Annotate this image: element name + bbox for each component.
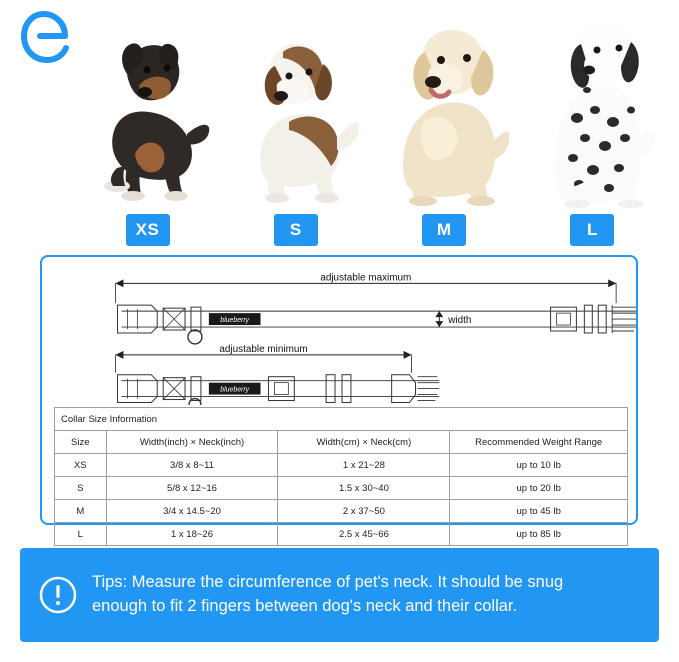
tips-text [92, 571, 563, 619]
size-cell-s [228, 18, 363, 246]
brand-logo-icon [20, 10, 76, 66]
svg-text:blueberry: blueberry [220, 386, 250, 394]
tips-line-2: enough to fit 2 fingers between dog's neck and their collar. [92, 597, 518, 615]
size-table [54, 407, 628, 546]
table-row [55, 477, 628, 500]
cell-inch: 5/8 x 12~16 [106, 477, 278, 500]
table-header-row [55, 431, 628, 454]
cell-size: XS [55, 454, 107, 477]
table-row [55, 454, 628, 477]
cell-weight: up to 45 lb [450, 500, 628, 523]
table-row [55, 523, 628, 546]
cell-cm: 1 x 21~28 [278, 454, 450, 477]
size-cell-m [377, 18, 512, 246]
size-badge-s: S [274, 214, 318, 246]
cell-cm: 1.5 x 30~40 [278, 477, 450, 500]
dog-photo-xs [83, 18, 213, 208]
column-header-inch: Width(inch) × Neck(inch) [106, 431, 278, 454]
column-header-weight: Recommended Weight Range [450, 431, 628, 454]
cell-size: L [55, 523, 107, 546]
svg-text:adjustable minimum: adjustable minimum [219, 343, 308, 355]
table-row [55, 500, 628, 523]
cell-inch: 3/8 x 8~11 [106, 454, 278, 477]
table-caption: Collar Size Information [55, 408, 628, 431]
cell-cm: 2.5 x 45~66 [278, 523, 450, 546]
svg-text:blueberry: blueberry [220, 317, 250, 325]
cell-size: M [55, 500, 107, 523]
column-header-cm: Width(cm) × Neck(cm) [278, 431, 450, 454]
cell-size: S [55, 477, 107, 500]
cell-weight: up to 85 lb [450, 523, 628, 546]
size-cell-xs [80, 18, 215, 246]
cell-inch: 3/4 x 14.5~20 [106, 500, 278, 523]
tips-banner [20, 548, 659, 642]
collar-diagram [42, 257, 636, 405]
cell-weight: up to 10 lb [450, 454, 628, 477]
dog-photo-s [231, 18, 361, 208]
cell-cm: 2 x 37~50 [278, 500, 450, 523]
dog-size-row [80, 6, 660, 246]
cell-weight: up to 20 lb [450, 477, 628, 500]
size-badge-xs: XS [126, 214, 170, 246]
svg-text:width: width [448, 315, 472, 327]
table-caption-row [55, 408, 628, 431]
collar-diagram-panel [40, 255, 638, 540]
cell-inch: 1 x 18~26 [106, 523, 278, 546]
size-table-wrap [54, 407, 628, 546]
exclamation-circle-icon [38, 575, 78, 615]
svg-text:adjustable maximum: adjustable maximum [320, 272, 412, 284]
size-cell-l [525, 18, 660, 246]
size-badge-l: L [570, 214, 614, 246]
column-header-size: Size [55, 431, 107, 454]
dog-photo-m [379, 18, 509, 208]
dog-photo-l [527, 18, 657, 208]
size-badge-m: M [422, 214, 466, 246]
tips-line-1: Tips: Measure the circumference of pet's neck. It should be snug [92, 573, 564, 592]
